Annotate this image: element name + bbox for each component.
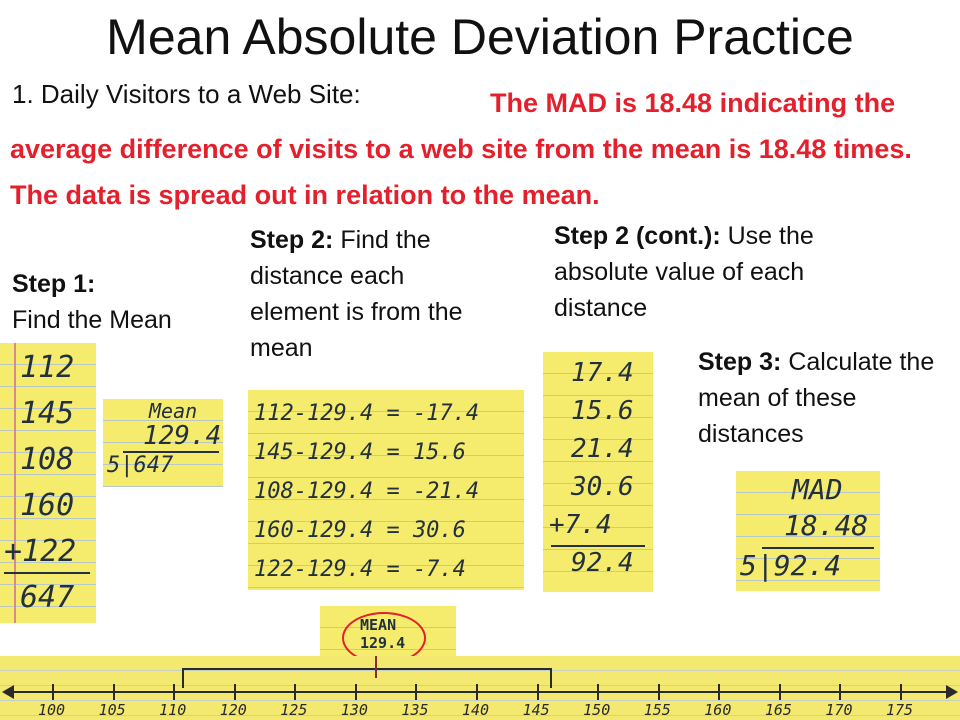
number-line-tick-label: 145 xyxy=(522,701,550,719)
number-line-tick-label: 135 xyxy=(401,701,429,719)
mad-statement: The MAD is 18.48 indicating the average difference of visits to a web site from the mean is 18.48 times. The data is spread out in relation to the mean. xyxy=(10,88,912,210)
distance-row: 112-129.4 = -17.4 xyxy=(254,401,480,426)
step-1-label: Step 1: xyxy=(12,270,96,298)
step-2-cont-label: Step 2 (cont.): xyxy=(554,222,721,250)
number-line-tick-label: 140 xyxy=(462,701,490,719)
distances-paper xyxy=(248,390,524,590)
mean-quotient: 129.4 xyxy=(143,421,222,451)
number-line-left-arrow xyxy=(2,685,14,699)
step-1 xyxy=(12,266,232,338)
distance-row: 122-129.4 = -7.4 xyxy=(254,557,466,582)
mean-marker-value: 129.4 xyxy=(360,634,406,652)
step-2-label: Step 2: xyxy=(250,226,334,254)
mad-division: 5|92.4 xyxy=(740,549,842,582)
data-values-paper xyxy=(0,343,96,623)
page-title: Mean Absolute Deviation Practice xyxy=(106,9,854,65)
data-value: +122 xyxy=(4,534,77,569)
step-3-label: Step 3: xyxy=(698,348,782,376)
abs-value: 15.6 xyxy=(571,396,634,426)
number-line-tick xyxy=(415,684,417,700)
data-value: 108 xyxy=(20,442,75,477)
distance-row: 160-129.4 = 30.6 xyxy=(254,518,466,543)
mean-division: 5|647 xyxy=(107,453,174,478)
abs-value: +7.4 xyxy=(549,510,612,540)
number-line-tick xyxy=(52,684,54,700)
distances-list xyxy=(254,394,479,589)
number-line-tick xyxy=(839,684,841,700)
number-line-tick-label: 100 xyxy=(38,701,66,719)
number-line-tick xyxy=(476,684,478,700)
abs-sum: 92.4 xyxy=(571,548,634,578)
number-line-tick-label: 125 xyxy=(280,701,308,719)
step-3-text: Calculate the mean of these distances xyxy=(698,348,935,448)
number-line-tick xyxy=(658,684,660,700)
number-line-tick xyxy=(597,684,599,700)
data-value: 145 xyxy=(20,396,75,431)
number-line-tick xyxy=(113,684,115,700)
number-line-tick-label: 105 xyxy=(98,701,126,719)
number-line-tick-label: 150 xyxy=(583,701,611,719)
mean-arrow-down xyxy=(375,656,377,678)
abs-value: 30.6 xyxy=(571,472,634,502)
distance-row: 108-129.4 = -21.4 xyxy=(254,479,480,504)
number-line-tick-label: 165 xyxy=(764,701,792,719)
number-line-tick-label: 160 xyxy=(704,701,732,719)
mean-marker-label: MEAN xyxy=(360,616,397,634)
number-line-tick xyxy=(173,684,175,700)
problem-label: 1. Daily Visitors to a Web Site: xyxy=(12,79,361,109)
abs-values-paper xyxy=(543,352,653,592)
number-line-tick-label: 120 xyxy=(219,701,247,719)
step-2-cont xyxy=(554,218,864,326)
abs-values-list xyxy=(549,354,634,582)
number-line-right-arrow xyxy=(946,685,958,699)
step-1-text: Find the Mean xyxy=(12,306,172,334)
number-line-tick xyxy=(537,684,539,700)
mean-calc-paper xyxy=(103,399,223,487)
number-line-tick-label: 110 xyxy=(159,701,187,719)
mad-quotient: 18.48 xyxy=(784,509,869,542)
number-line-tick xyxy=(234,684,236,700)
number-line-tick xyxy=(779,684,781,700)
number-line xyxy=(0,656,960,720)
abs-value: 21.4 xyxy=(571,434,634,464)
mad-calc-paper xyxy=(736,471,880,591)
number-line-tick-label: 175 xyxy=(886,701,914,719)
step-2-text: Find the distance each element is from the mean xyxy=(250,226,463,362)
number-line-tick xyxy=(718,684,720,700)
number-line-tick-label: 155 xyxy=(643,701,671,719)
distance-row: 145-129.4 = 15.6 xyxy=(254,440,466,465)
step-2-cont-text: Use the absolute value of each distance xyxy=(554,222,814,322)
number-line-tick xyxy=(294,684,296,700)
number-line-axis xyxy=(8,691,952,693)
number-line-tick-label: 170 xyxy=(825,701,853,719)
number-line-box xyxy=(182,668,552,688)
number-line-tick-label: 130 xyxy=(340,701,368,719)
abs-value: 17.4 xyxy=(571,358,634,388)
data-value: 160 xyxy=(20,488,75,523)
mean-label: Mean xyxy=(149,399,198,423)
step-3 xyxy=(698,344,948,452)
number-line-tick xyxy=(355,684,357,700)
number-line-tick xyxy=(900,684,902,700)
data-value: 112 xyxy=(20,350,75,385)
data-sum: 647 xyxy=(20,580,75,615)
step-2 xyxy=(250,222,490,366)
mad-label: MAD xyxy=(792,473,843,506)
data-values-list xyxy=(4,345,77,621)
